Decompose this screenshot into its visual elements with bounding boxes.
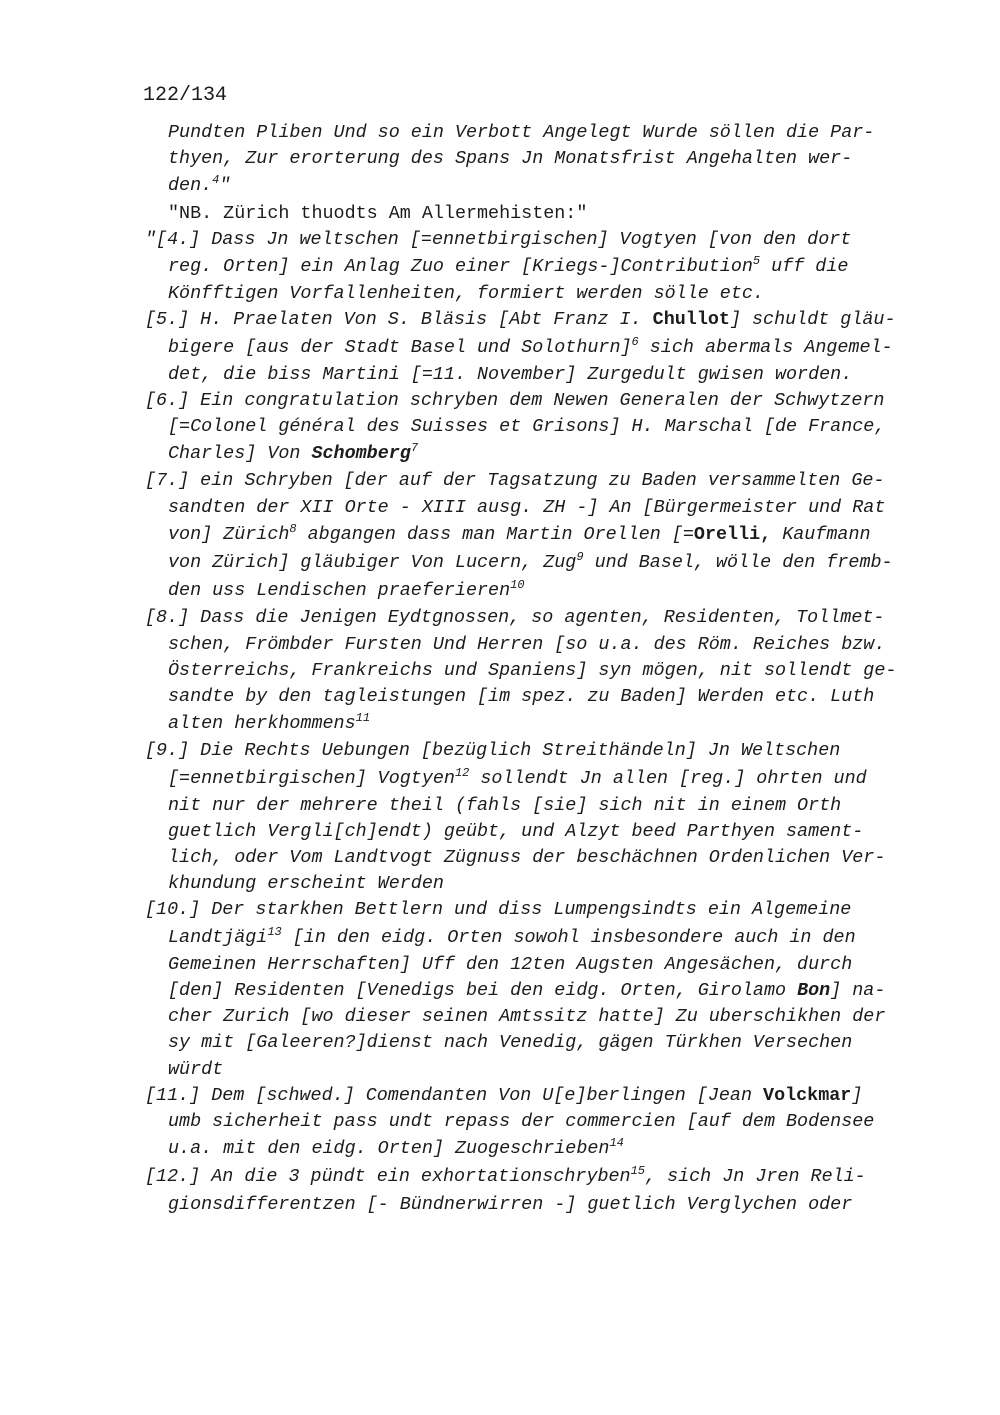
footnote-marker: 8 (289, 521, 297, 536)
text-run: abgangen dass man Martin Orellen [= (296, 523, 694, 545)
text-run: gionsdifferentzen [- Bündnerwirren -] guetlich Verglychen oder (168, 1193, 853, 1215)
text-run: sy mit [Galeeren?]dienst nach Venedig, gägen Türkhen Versechen (168, 1032, 853, 1054)
text-line (145, 521, 965, 549)
footnote-marker: 4 (212, 173, 220, 188)
text-line (145, 201, 965, 227)
text-line (145, 1109, 965, 1135)
text-run: [11.] Dem [schwed.] Comendanten Von U[e]berlingen [Jean (145, 1084, 764, 1106)
text-run: "NB. Zürich thuodts Am Allermehisten:" (168, 202, 588, 224)
text-run: bigere [aus der Stadt Basel und Solothurn] (168, 336, 632, 358)
text-run: von Zürich] gläubiger Von Lucern, Zug (168, 552, 577, 573)
text-line (145, 1030, 965, 1056)
text-line (145, 414, 965, 440)
text-run: , sich Jn Jren Reli- (645, 1166, 866, 1188)
emphasized-name: Volckmar (763, 1084, 852, 1106)
text-run: schen, Frömbder Fursten Und Herren [so u.a. des Röm. Reiches bzw. (168, 633, 886, 655)
text-run: sich abermals Angemel- (638, 336, 893, 358)
text-line (145, 253, 965, 281)
text-line (145, 495, 965, 521)
document-body (145, 120, 965, 1218)
text-line (145, 793, 965, 819)
footnote-marker: 14 (609, 1136, 624, 1151)
text-run: khundung erscheint Werden (168, 873, 444, 895)
text-run: uff die (760, 255, 849, 277)
text-line (145, 765, 965, 793)
footnote-marker: 5 (752, 253, 761, 268)
text-run: würdt (168, 1058, 224, 1080)
text-line (145, 1192, 965, 1218)
footnote-marker: 6 (631, 334, 639, 349)
text-run: [6.] Ein congratulation schryben dem Newen Generalen der Schwytzern (145, 389, 885, 411)
text-run: Landtjägi (168, 926, 268, 948)
footnote-marker: 10 (510, 578, 525, 593)
footnote-marker: 13 (267, 924, 282, 939)
agenda-item (145, 1163, 965, 1217)
agenda-item (145, 605, 965, 738)
text-run: von] Zürich (168, 523, 290, 545)
agenda-item (145, 897, 965, 1082)
text-run: [den] Residenten [Venedigs bei den eidg. Orten, Girolamo (168, 980, 798, 1001)
text-line (145, 978, 965, 1004)
text-line (145, 1004, 965, 1030)
text-run: [5.] H. Praelaten Von S. Bläsis [Abt Franz I. (145, 309, 653, 331)
text-paragraph (145, 201, 965, 227)
text-line (145, 1057, 965, 1083)
text-run: alten herkhommens (168, 713, 356, 735)
text-paragraph (145, 120, 965, 201)
text-line (145, 710, 965, 738)
text-line (145, 281, 965, 307)
text-line (145, 819, 965, 845)
text-line (145, 738, 965, 764)
text-line (145, 549, 965, 577)
text-line (145, 146, 965, 172)
text-run: Österreichs, Frankreichs und Spaniens] syn mögen, nit sollendt ge- (168, 659, 897, 681)
text-line (145, 605, 965, 631)
text-run: Könfftigen Vorfallenheiten, formiert werden sölle etc. (168, 283, 764, 305)
text-run: umb sicherheit pass undt repass der commercien [auf dem Bodensee (168, 1110, 875, 1132)
text-run: [8.] Dass die Jenigen Eydtgnossen, so agenten, Residenten, Tollmet- (145, 607, 885, 629)
text-run: " (219, 175, 231, 197)
text-line (145, 468, 965, 494)
text-run: ] na- (830, 980, 886, 1001)
text-run: und Basel, wölle den fremb- (583, 552, 893, 573)
text-line (145, 871, 965, 897)
text-run: reg. Orten] ein Anlag Zuo einer [Kriegs-]Contribution (168, 255, 753, 277)
footnote-marker: 12 (454, 765, 470, 780)
text-run: Kaufmann (771, 523, 871, 545)
text-run: sandte by den tagleistungen [im spez. zu Baden] Werden etc. Luth (168, 685, 875, 707)
text-line (145, 334, 965, 362)
agenda-item (145, 307, 965, 388)
text-run: [10.] Der starkhen Bettlern und diss Lumpengsindts ein Algemeine (145, 899, 852, 921)
text-run: Gemeinen Herrschaften] Uff den 12ten Augsten Angesächen, durch (168, 953, 853, 975)
text-line (145, 897, 965, 923)
footnote-marker: 7 (410, 441, 419, 456)
text-line (145, 440, 965, 468)
text-line (145, 924, 965, 952)
text-line (145, 632, 965, 658)
text-run: det, die biss Martini [=11. November] Zurgedult gwisen worden. (168, 363, 853, 385)
agenda-item (145, 468, 965, 605)
text-run: thyen, Zur erorterung des Spans Jn Monatsfrist Angehalten wer- (168, 148, 853, 170)
text-run: [=ennetbirgischen] Vogtyen (168, 767, 455, 789)
footnote-marker: 15 (630, 1164, 645, 1179)
text-run: u.a. mit den eidg. Orten] Zuogeschrieben (168, 1138, 610, 1160)
emphasized-name: Orelli, (693, 523, 772, 545)
text-line (145, 1083, 965, 1109)
text-run: [12.] An die 3 pündt ein exhortationschryben (145, 1166, 631, 1188)
text-run: ] schuldt gläu- (729, 309, 896, 331)
text-run: cher Zurich [wo dieser seinen Amtssitz hatte] Zu uberschikhen der (168, 1006, 886, 1028)
page-number: 122/134 (143, 84, 228, 107)
text-run: lich, oder Vom Landtvogt Zügnuss der beschächnen Ordenlichen Ver- (168, 847, 886, 869)
text-run: ] (851, 1084, 863, 1106)
text-line (145, 1163, 965, 1191)
text-run: Pundten Pliben Und so ein Verbott Angelegt Wurde söllen die Par- (168, 122, 875, 143)
emphasized-name: Chullot (652, 309, 730, 331)
agenda-item (145, 227, 965, 308)
text-run: [=Colonel général des Suisses et Grisons] H. Marschal [de France, (168, 416, 886, 438)
agenda-item (145, 738, 965, 897)
text-run: [in den eidg. Orten sowohl insbesondere auch in den (281, 926, 856, 948)
text-run: sandten der XII Orte - XIII ausg. ZH -] An [Bürgermeister und Rat (168, 496, 886, 518)
text-line (145, 120, 965, 146)
text-line (145, 1135, 965, 1163)
text-line (145, 577, 965, 605)
text-run: sollendt Jn allen [reg.] ohrten und (469, 767, 867, 789)
emphasized-name: Schomberg (311, 443, 411, 465)
text-run: "[4.] Dass Jn weltschen [=ennetbirgischen] Vogtyen [von den dort (145, 228, 852, 250)
text-line (145, 172, 965, 200)
footnote-marker: 9 (576, 550, 584, 564)
text-line (145, 684, 965, 710)
text-run: guetlich Vergli[ch]endt) geübt, und Alzyt beed Parthyen sament- (168, 820, 864, 842)
text-line (145, 362, 965, 388)
text-line (145, 658, 965, 684)
text-line (145, 952, 965, 978)
emphasized-name: Bon (797, 980, 831, 1001)
text-run: den uss Lendischen praeferieren (168, 580, 511, 602)
text-run: [9.] Die Rechts Uebungen [bezüglich Streithändeln] Jn Weltschen (145, 740, 841, 762)
text-line (145, 845, 965, 871)
text-line (145, 227, 965, 253)
text-run: Charles] Von (168, 443, 312, 465)
agenda-item (145, 1083, 965, 1164)
footnote-marker: 11 (355, 711, 371, 726)
text-line (145, 388, 965, 414)
text-line (145, 307, 965, 333)
agenda-item (145, 388, 965, 469)
text-run: [7.] ein Schryben [der auf der Tagsatzung zu Baden versammelten Ge- (145, 470, 885, 492)
text-run: nit nur der mehrere theil (fahls [sie] sich nit in einem Orth (168, 794, 842, 816)
text-run: den. (168, 175, 213, 197)
